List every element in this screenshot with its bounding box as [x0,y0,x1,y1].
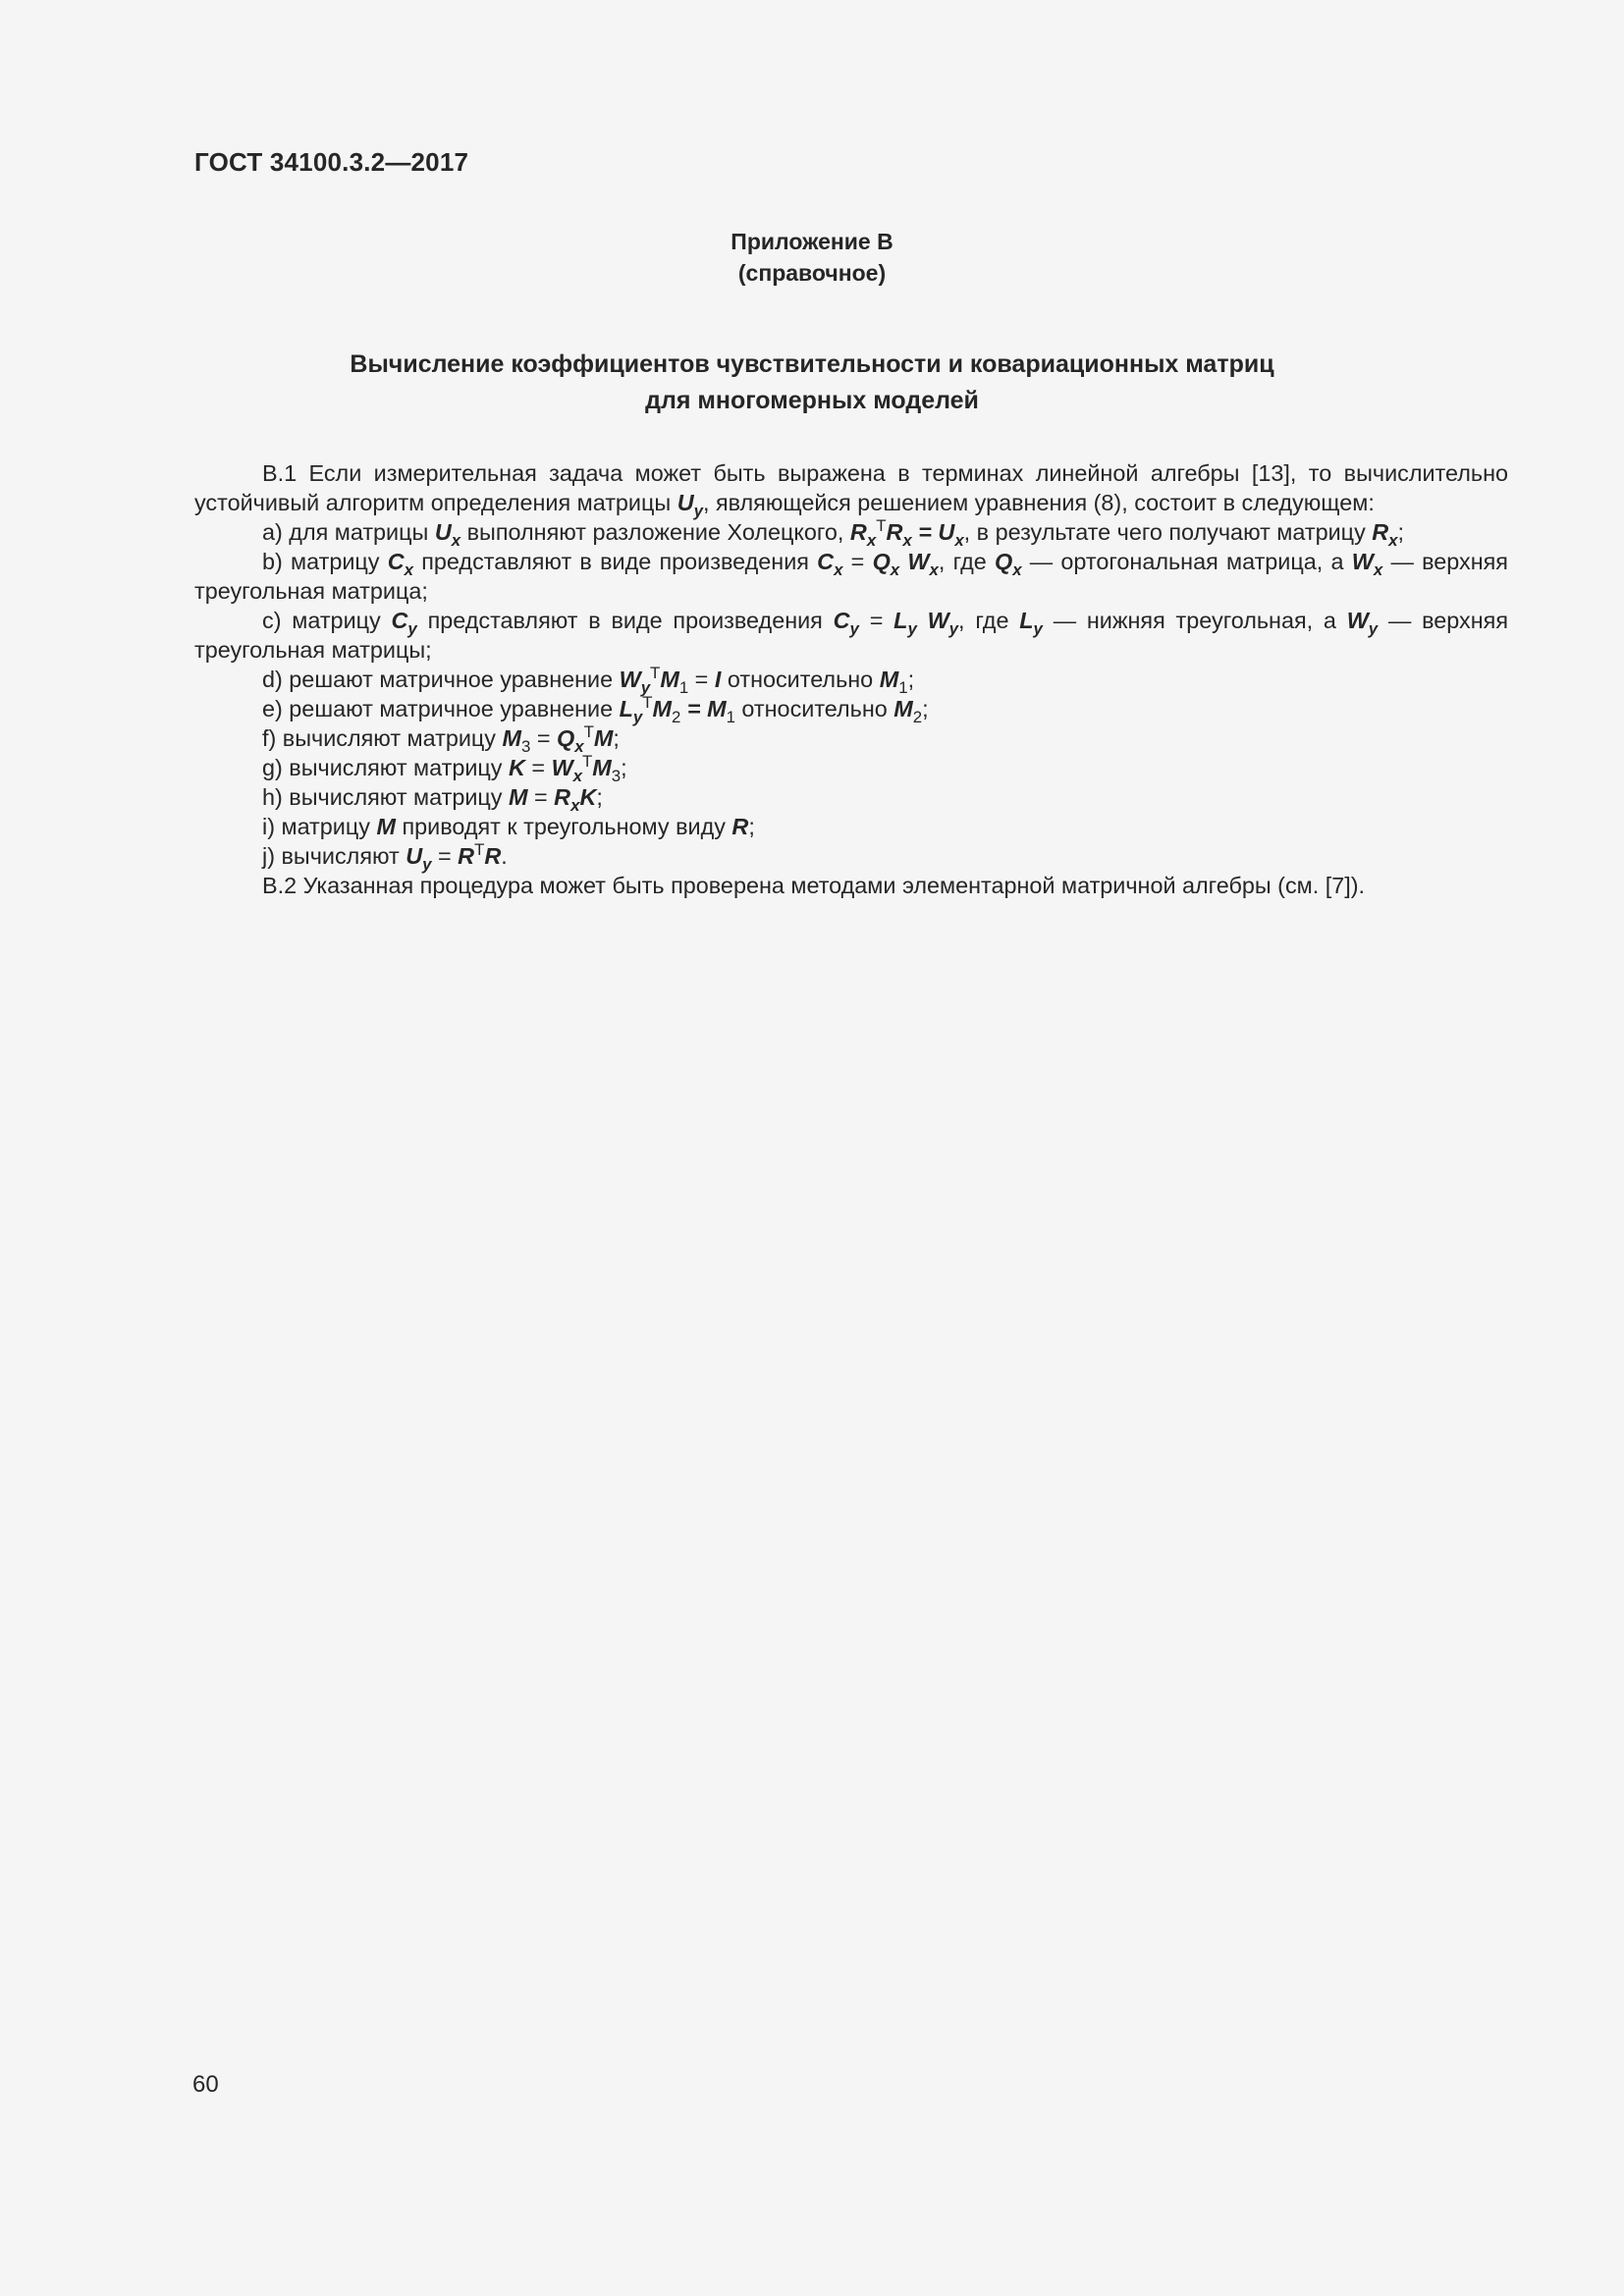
item-g: g) вычисляют матрицу $K = W_x^TM_3$; [262,751,627,785]
annex-heading [0,226,1624,289]
item-e: e) решают матричное уравнение $L_y^TM_2 = M_1$ относительно $M_2$; [262,692,929,726]
item-i: i) матрицу M приводят к треугольному виду R; [262,814,755,839]
title-line-1: Вычисление коэффициентов чувствительности и ковариационных матриц [350,350,1274,378]
annex-label: Приложение B [731,229,893,254]
page-number: 60 [192,2071,219,2098]
annex-kind: (справочное) [737,260,887,286]
item-b: b) матрицу $C_x$ представляют в виде произведения $C_x = Q_x$ $W_x$, где $Q_x$ — ортогональная матрица, а $W_x$ — верхняя треугольная матрица; [194,549,1508,604]
paragraph-b1: B.1 Если измерительная задача может быть выражена в терминах линейной алгебры [13], то вычислительно устойчивый алгоритм определения матрицы $U_y$, являющейся решением уравнения (8), состоит в следующем: [194,460,1508,520]
item-c: c) матрицу $C_y$ представляют в виде произведения $C_y = L_y$ $W_y$, где $L_y$ — нижняя треугольная, а $W_y$ — верхняя треугольная матрицы; [194,608,1508,663]
annex-body [194,458,1508,900]
item-d: d) решают матричное уравнение $W_y^TM_1 = I$ относительно $M_1$; [262,663,915,697]
item-a: a) для матрицы $U_x$ выполняют разложение Холецкого, $R_x^TR_x = U_x$, в результате чего получают матрицу $R_x$; [262,515,1405,550]
item-f: f) вычисляют матрицу $M_3 = Q_x^TM$; [262,721,620,756]
item-h: h) вычисляют матрицу $M = R_xK$; [262,784,603,815]
paragraph-b2: B.2 Указанная процедура может быть проверена методами элементарной матричной алгебры (см. [7]). [262,873,1366,898]
title-line-2: для многомерных моделей [645,387,979,414]
item-j: j) вычисляют $U_y = R^TR$. [262,839,508,874]
document-number: ГОСТ 34100.3.2—2017 [194,147,469,177]
annex-title [0,347,1624,419]
